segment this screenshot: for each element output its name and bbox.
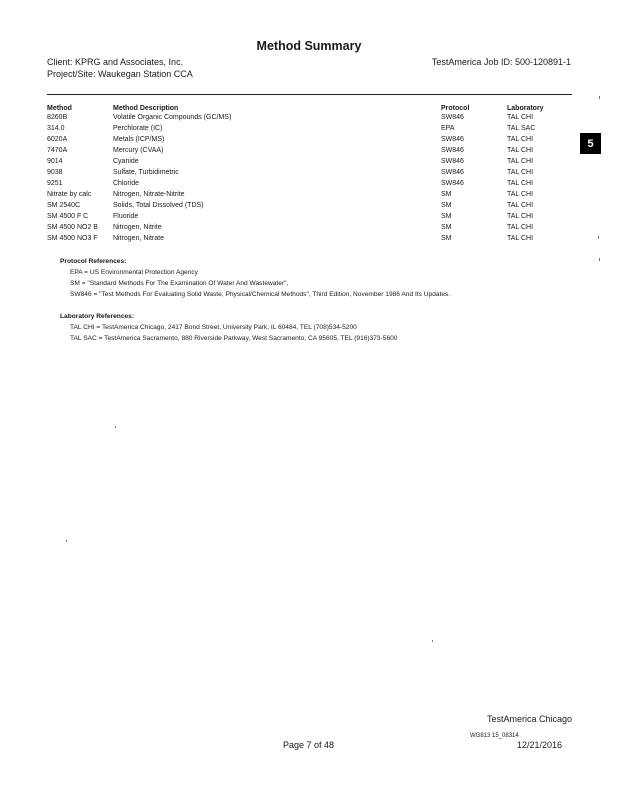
header-rule bbox=[47, 94, 572, 95]
cell-laboratory: TAL CHI bbox=[507, 169, 534, 176]
cell-description: Volatile Organic Compounds (GC/MS) bbox=[113, 114, 232, 121]
table-row bbox=[47, 156, 572, 167]
table-row bbox=[47, 145, 572, 156]
cell-description: Cyanide bbox=[113, 158, 139, 165]
cell-protocol: SW846 bbox=[441, 136, 464, 143]
cell-method: 6020A bbox=[47, 136, 68, 143]
cell-protocol: SM bbox=[441, 213, 452, 220]
scan-speck bbox=[599, 96, 600, 99]
protocol-reference-item: EPA = US Environmental Protection Agency bbox=[70, 269, 198, 276]
cell-laboratory: TAL CHI bbox=[507, 202, 534, 209]
laboratory-reference-item: TAL SAC = TestAmerica Sacramento, 880 Riverside Parkway, West Sacramento, CA 95605, TEL (916)373-5600 bbox=[70, 335, 398, 342]
method-table bbox=[47, 101, 572, 244]
table-row bbox=[47, 222, 572, 233]
cell-laboratory: TAL CHI bbox=[507, 158, 534, 165]
cell-method: SM 4500 NO3 F bbox=[47, 235, 98, 242]
protocol-references-heading: Protocol References: bbox=[60, 258, 127, 265]
cell-laboratory: TAL CHI bbox=[507, 180, 534, 187]
cell-method: SM 2540C bbox=[47, 202, 81, 209]
column-header-protocol: Protocol bbox=[441, 105, 470, 112]
footer-company: TestAmerica Chicago bbox=[486, 714, 572, 724]
cell-protocol: SM bbox=[441, 235, 452, 242]
scan-speck bbox=[432, 640, 433, 642]
report-date: 12/21/2016 bbox=[516, 740, 562, 750]
cell-description: Solids, Total Dissolved (TDS) bbox=[113, 202, 204, 209]
cell-protocol: SW846 bbox=[441, 158, 464, 165]
column-header-description: Method Description bbox=[113, 105, 179, 112]
protocol-references bbox=[60, 256, 450, 300]
cell-description: Nitrogen, Nitrite bbox=[113, 224, 162, 231]
cell-protocol: SM bbox=[441, 224, 452, 231]
cell-description: Metals (ICP/MS) bbox=[113, 136, 165, 143]
cell-description: Mercury (CVAA) bbox=[113, 147, 164, 154]
cell-description: Sulfate, Turbidimetric bbox=[113, 169, 179, 176]
cell-method: SM 4500 NO2 B bbox=[47, 224, 98, 231]
cell-laboratory: TAL SAC bbox=[507, 125, 536, 132]
cell-method: Nitrate by calc bbox=[47, 191, 92, 198]
cell-protocol: SW846 bbox=[441, 147, 464, 154]
table-row bbox=[47, 189, 572, 200]
cell-laboratory: TAL CHI bbox=[507, 136, 534, 143]
table-row bbox=[47, 134, 572, 145]
cell-laboratory: TAL CHI bbox=[507, 191, 534, 198]
cell-laboratory: TAL CHI bbox=[507, 224, 534, 231]
section-tab[interactable]: 5 bbox=[580, 133, 601, 154]
table-row bbox=[47, 167, 572, 178]
cell-protocol: SW846 bbox=[441, 169, 464, 176]
document-code: WG813 15_08314 bbox=[470, 733, 519, 739]
cell-protocol: EPA bbox=[441, 125, 455, 132]
scan-speck bbox=[115, 426, 116, 428]
scan-speck bbox=[598, 236, 599, 239]
cell-protocol: SM bbox=[441, 191, 452, 198]
cell-protocol: SW846 bbox=[441, 180, 464, 187]
cell-method: 9014 bbox=[47, 158, 63, 165]
cell-laboratory: TAL CHI bbox=[507, 235, 534, 242]
laboratory-reference-item: TAL CHI = TestAmerica Chicago, 2417 Bond Street, University Park, IL 60484, TEL (708)534-5200 bbox=[70, 324, 357, 331]
cell-protocol: SM bbox=[441, 202, 452, 209]
client-name: Client: KPRG and Associates, Inc. bbox=[47, 57, 184, 67]
cell-description: Chloride bbox=[113, 180, 140, 187]
column-header-laboratory: Laboratory bbox=[507, 105, 544, 112]
cell-description: Fluoride bbox=[113, 213, 139, 220]
cell-method: 9251 bbox=[47, 180, 63, 187]
page-number: Page 7 of 48 bbox=[283, 740, 335, 750]
page-title: Method Summary bbox=[256, 39, 362, 53]
cell-description: Nitrogen, Nitrate-Nitrite bbox=[113, 191, 185, 198]
protocol-reference-item: SM = "Standard Methods For The Examination Of Water And Wastewater", bbox=[70, 280, 289, 287]
column-header-method: Method bbox=[47, 105, 72, 112]
table-row bbox=[47, 211, 572, 222]
cell-description: Nitrogen, Nitrate bbox=[113, 235, 164, 242]
laboratory-references-heading: Laboratory References: bbox=[60, 313, 135, 320]
table-row bbox=[47, 123, 572, 134]
cell-method: 9038 bbox=[47, 169, 63, 176]
cell-description: Perchlorate (IC) bbox=[113, 125, 163, 132]
cell-method: 7470A bbox=[47, 147, 68, 154]
project-site: Project/Site: Waukegan Station CCA bbox=[47, 69, 193, 79]
table-row bbox=[47, 178, 572, 189]
cell-protocol: SW846 bbox=[441, 114, 464, 121]
laboratory-references bbox=[60, 311, 397, 344]
scan-speck bbox=[599, 258, 600, 261]
job-id: TestAmerica Job ID: 500-120891-1 bbox=[431, 57, 571, 67]
table-row bbox=[47, 233, 572, 244]
table-header-row bbox=[47, 101, 572, 112]
cell-laboratory: TAL CHI bbox=[507, 114, 534, 121]
table-row bbox=[47, 112, 572, 123]
scan-speck bbox=[66, 540, 67, 542]
cell-laboratory: TAL CHI bbox=[507, 213, 534, 220]
cell-method: SM 4500 F C bbox=[47, 213, 89, 220]
cell-laboratory: TAL CHI bbox=[507, 147, 534, 154]
protocol-reference-item: SW846 = "Test Methods For Evaluating Solid Waste, Physical/Chemical Methods", Third Edition, November 1986 And Its Updates. bbox=[70, 291, 451, 298]
table-row bbox=[47, 200, 572, 211]
cell-method: 314.0 bbox=[47, 125, 65, 132]
cell-method: 8260B bbox=[47, 114, 68, 121]
